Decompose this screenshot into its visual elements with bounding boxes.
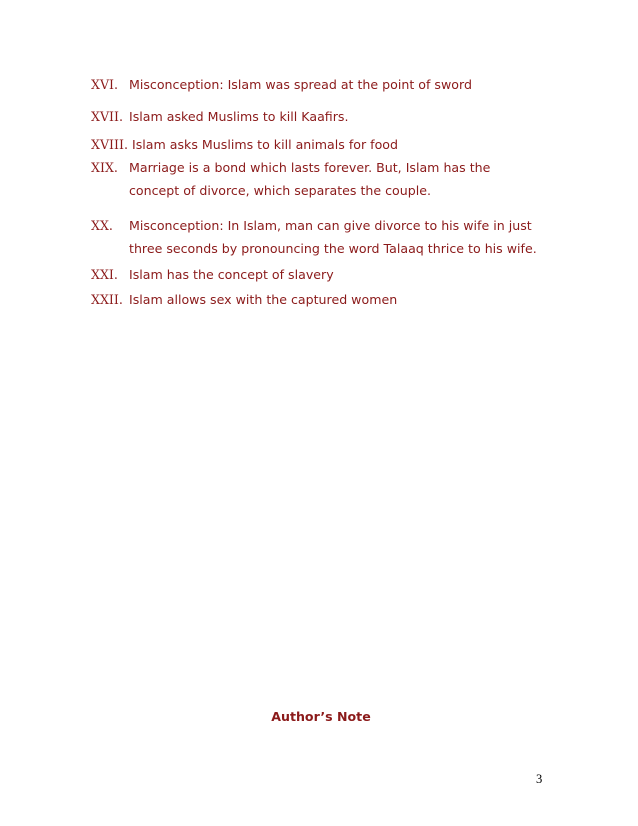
list-item-xix	[91, 160, 490, 176]
list-item-xvii	[91, 109, 348, 125]
item-text: Misconception: In Islam, man can give divorce to his wife in just	[129, 218, 532, 233]
item-numeral: XVII.	[91, 109, 124, 124]
item-text: Islam asked Muslims to kill Kaafirs.	[129, 109, 349, 124]
item-numeral: XXI.	[91, 267, 118, 282]
item-numeral: XIX.	[91, 160, 118, 175]
list-item-xviii	[91, 137, 398, 153]
item-numeral: XX.	[91, 218, 113, 233]
item-text: Islam has the concept of slavery	[129, 267, 334, 282]
section-heading: Author’s Note	[271, 709, 371, 724]
item-numeral: XVIII.	[91, 137, 128, 152]
item-text: Islam allows sex with the captured women	[129, 292, 398, 307]
item-text: Marriage is a bond which lasts forever. But, Islam has the	[129, 160, 491, 175]
item-numeral: XXII.	[91, 292, 123, 307]
item-text: Misconception: Islam was spread at the point of sword	[129, 77, 472, 92]
list-item-xx-continuation: three seconds by pronouncing the word Talaaq thrice to his wife.	[129, 241, 537, 256]
list-item-xix-continuation: concept of divorce, which separates the couple.	[129, 183, 431, 198]
list-item-xxii	[91, 292, 397, 308]
item-numeral: XVI.	[91, 77, 119, 92]
list-item-xvi	[91, 77, 472, 93]
list-item-xxi	[91, 267, 334, 283]
page-number: 3	[536, 772, 543, 786]
item-text: Islam asks Muslims to kill animals for food	[132, 137, 398, 152]
list-item-xx	[91, 218, 532, 234]
